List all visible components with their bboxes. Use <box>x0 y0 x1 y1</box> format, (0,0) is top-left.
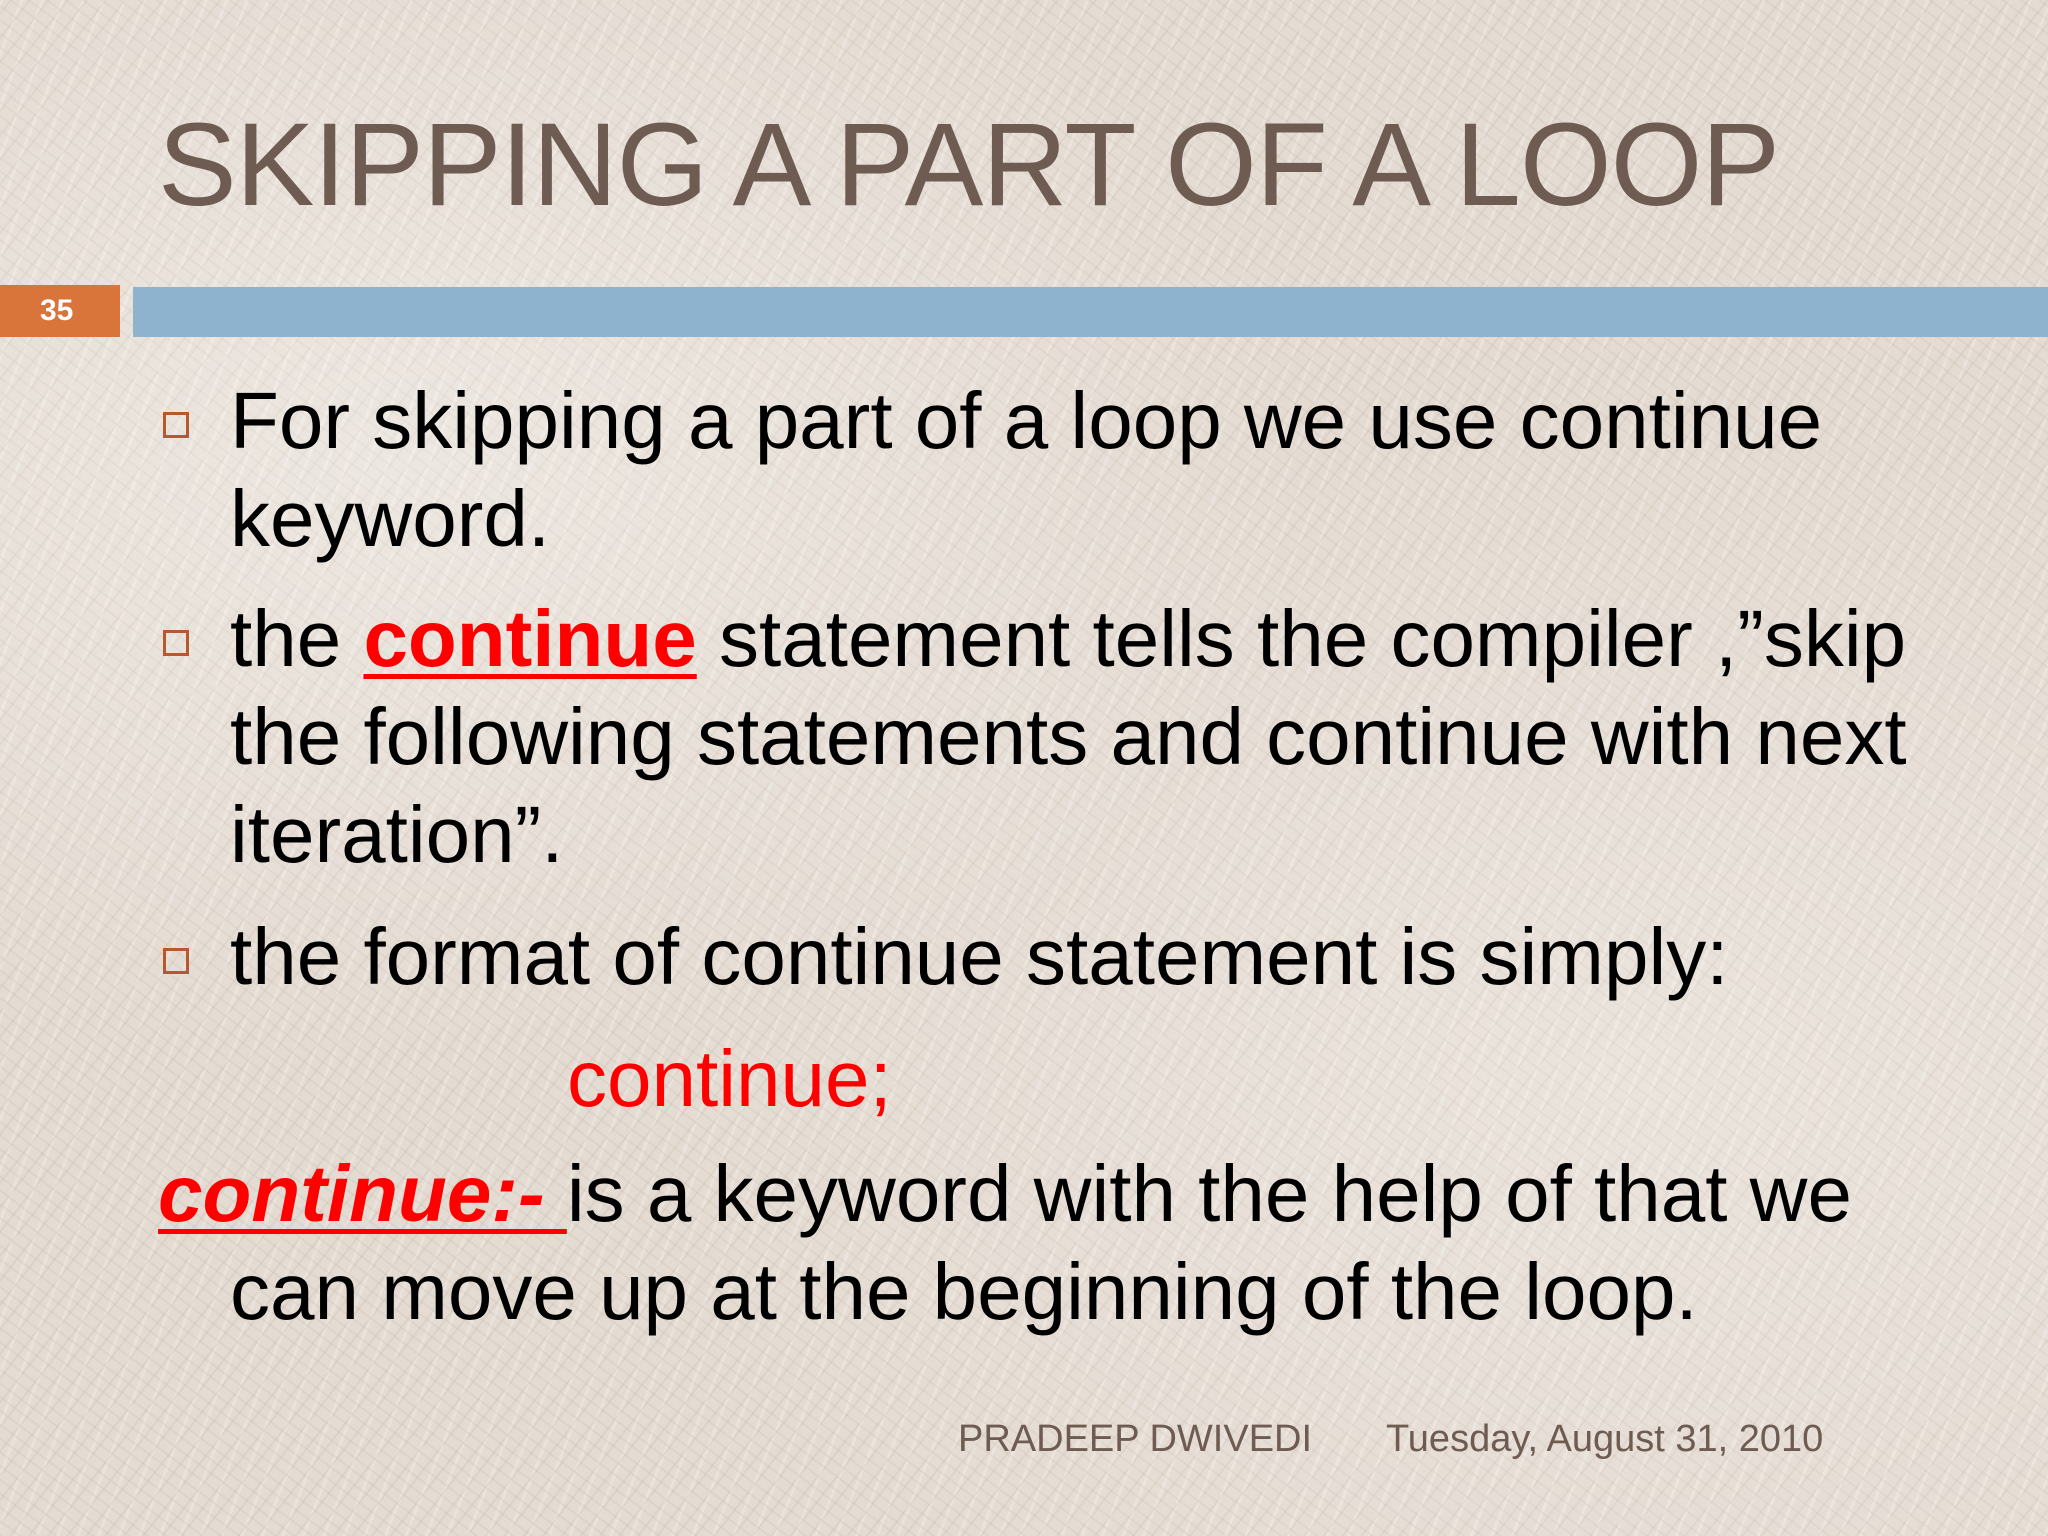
continue-keyword: continue <box>363 594 697 683</box>
bullet-2-post: statement tells the compiler ,”skip the following statements and continue with next iteration”. <box>230 594 1907 879</box>
definition-text-line2: can move up at the beginning of the loop. <box>230 1247 1698 1336</box>
slide-number: 35 <box>0 285 120 337</box>
bullet-2-pre: the <box>230 594 364 683</box>
bullet-square-icon <box>163 412 189 438</box>
header-divider-bar <box>133 287 2048 337</box>
bullet-square-icon <box>163 630 189 656</box>
bullet-square-icon <box>163 948 189 974</box>
slide-title: SKIPPING A PART OF A LOOP <box>158 99 1780 231</box>
bullet-2 <box>230 590 1930 884</box>
keyword-definition <box>158 1145 1958 1341</box>
definition-text-line1: is a keyword with the help of that we <box>566 1149 1852 1238</box>
definition-term: continue:- <box>158 1149 567 1238</box>
bullet-3: the format of continue statement is simply: <box>230 912 1729 1001</box>
bullet-1: For skipping a part of a loop we use continue keyword. <box>230 376 1823 563</box>
code-example: continue; <box>567 1034 892 1123</box>
footer-author: PRADEEP DWIVEDI <box>958 1418 1313 1460</box>
footer-date: Tuesday, August 31, 2010 <box>1386 1418 1824 1460</box>
